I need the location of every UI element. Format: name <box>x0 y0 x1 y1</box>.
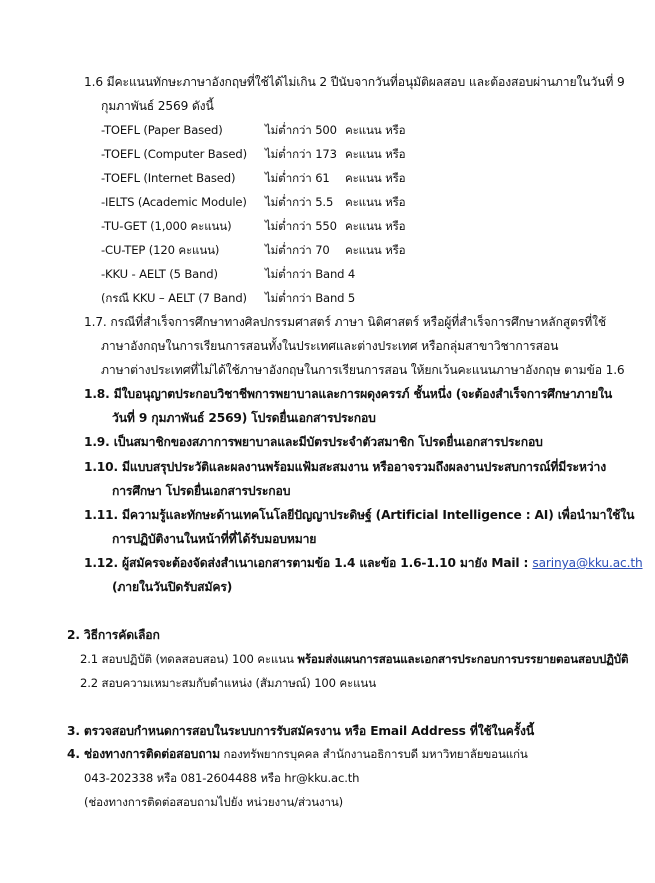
item-1-12-text: 1.12. ผู้สมัครจะต้องจัดส่งสำเนาเอกสารตามข้อ 1.4 และข้อ 1.6-1.10 มายัง Mail : <box>84 556 533 570</box>
section-4-heading-rest: กองทรัพยากรบุคคล สำนักงานอธิการบดี มหาวิทยาลัยขอนแก่น <box>220 747 528 761</box>
test-min: ไม่ต่ำกว่า Band 5 <box>265 291 356 305</box>
test-unit: คะแนน หรือ <box>345 243 406 257</box>
section-4-heading-bold: 4. ช่องทางการติดต่อสอบถาม <box>67 747 221 761</box>
section-2-1-bold: พร้อมส่งแผนการสอนและเอกสารประกอบการบรรยายตอนสอบปฏิบัติ <box>297 652 629 666</box>
section-4-note: (ช่องทางการติดต่อสอบถามไปยัง หน่วยงาน/ส่วนงาน) <box>84 795 344 809</box>
item-1-12-line2: (ภายในวันปิดรับสมัคร) <box>112 580 233 594</box>
test-name: -KKU - AELT (5 Band) <box>101 267 218 281</box>
test-name: -TU-GET (1,000 คะแนน) <box>101 219 232 233</box>
item-1-11-line1: 1.11. มีความรู้และทักษะด้านเทคโนโลยีปัญญาประดิษฐ์ (Artificial Intelligence : AI) เพื่อนำมาใช้ใน <box>84 508 635 522</box>
test-unit: คะแนน หรือ <box>345 123 406 137</box>
item-1-7-line2: ภาษาอังกฤษในการเรียนการสอนทั้งในประเทศและต่างประเทศ หรือกลุ่มสาขาวิชาการสอน <box>101 339 559 353</box>
test-name: -IELTS (Academic Module) <box>101 195 247 209</box>
item-1-12-line1 <box>84 555 643 571</box>
section-2-1 <box>80 651 628 667</box>
section-4-heading <box>67 746 528 762</box>
item-1-6-line2: กุมภาพันธ์ 2569 ดังนี้ <box>101 99 214 113</box>
item-1-10-line1: 1.10. มีแบบสรุปประวัติและผลงานพร้อมแฟ้มสะสมงาน หรืออาจรวมถึงผลงานประสบการณ์ที่มีระหว่าง <box>84 460 606 474</box>
test-name: -TOEFL (Computer Based) <box>101 147 247 161</box>
item-1-7-line1: 1.7. กรณีที่สำเร็จการศึกษาทางศิลปกรรมศาสตร์ ภาษา นิติศาสตร์ หรือผู้ที่สำเร็จการศึกษาหลักสูตรที่ใช้ <box>84 315 607 329</box>
test-name: -TOEFL (Paper Based) <box>101 123 223 137</box>
section-3-heading: 3. ตรวจสอบกำหนดการสอบในระบบการรับสมัครงาน หรือ Email Address ที่ใช้ในครั้งนี้ <box>67 724 535 738</box>
test-name: (กรณี KKU – AELT (7 Band) <box>101 291 247 305</box>
item-1-11-line2: การปฏิบัติงานในหน้าที่ที่ได้รับมอบหมาย <box>112 532 317 546</box>
test-name: -CU-TEP (120 คะแนน) <box>101 243 220 257</box>
test-min: ไม่ต่ำกว่า 550 <box>265 219 337 233</box>
test-unit: คะแนน หรือ <box>345 171 406 185</box>
test-unit: คะแนน หรือ <box>345 147 406 161</box>
item-1-10-line2: การศึกษา โปรดยื่นเอกสารประกอบ <box>112 484 291 498</box>
test-min: ไม่ต่ำกว่า 70 <box>265 243 330 257</box>
item-1-9-line1: 1.9. เป็นสมาชิกของสภาการพยาบาลและมีบัตรประจำตัวสมาชิก โปรดยื่นเอกสารประกอบ <box>84 435 543 449</box>
item-1-8-line2: วันที่ 9 กุมภาพันธ์ 2569) โปรดยื่นเอกสารประกอบ <box>112 411 376 425</box>
item-1-8-line1: 1.8. มีใบอนุญาตประกอบวิชาชีพการพยาบาลและการผดุงครรภ์ ชั้นหนึ่ง (จะต้องสำเร็จการศึกษาภายใน <box>84 387 613 401</box>
section-2-heading: 2. วิธีการคัดเลือก <box>67 628 160 642</box>
section-2-1-text: 2.1 สอบปฏิบัติ (ทดลสอบสอน) 100 คะแนน <box>80 652 298 666</box>
test-unit: คะแนน หรือ <box>345 219 406 233</box>
test-min: ไม่ต่ำกว่า 500 <box>265 123 337 137</box>
test-min: ไม่ต่ำกว่า Band 4 <box>265 267 356 281</box>
email-link[interactable]: sarinya@kku.ac.th <box>532 556 643 570</box>
test-name: -TOEFL (Internet Based) <box>101 171 236 185</box>
test-min: ไม่ต่ำกว่า 5.5 <box>265 195 334 209</box>
section-2-2: 2.2 สอบความเหมาะสมกับตำแหน่ง (สัมภาษณ์) 100 คะแนน <box>80 676 376 690</box>
test-unit: คะแนน หรือ <box>345 195 406 209</box>
test-min: ไม่ต่ำกว่า 61 <box>265 171 330 185</box>
item-1-6-line1: 1.6 มีคะแนนทักษะภาษาอังกฤษที่ใช้ได้ไม่เกิน 2 ปีนับจากวันที่อนุมัติผลสอบ และต้องสอบผ่านภายในวันที่ 9 <box>84 75 625 89</box>
item-1-7-line3: ภาษาต่างประเทศที่ไม่ได้ใช้ภาษาอังกฤษในการเรียนการสอน ให้ยกเว้นคะแนนภาษาอังกฤษ ตามข้อ 1.6 <box>101 363 625 377</box>
section-4-contact: 043-202338 หรือ 081-2604488 หรือ hr@kku.ac.th <box>84 771 360 785</box>
test-min: ไม่ต่ำกว่า 173 <box>265 147 337 161</box>
